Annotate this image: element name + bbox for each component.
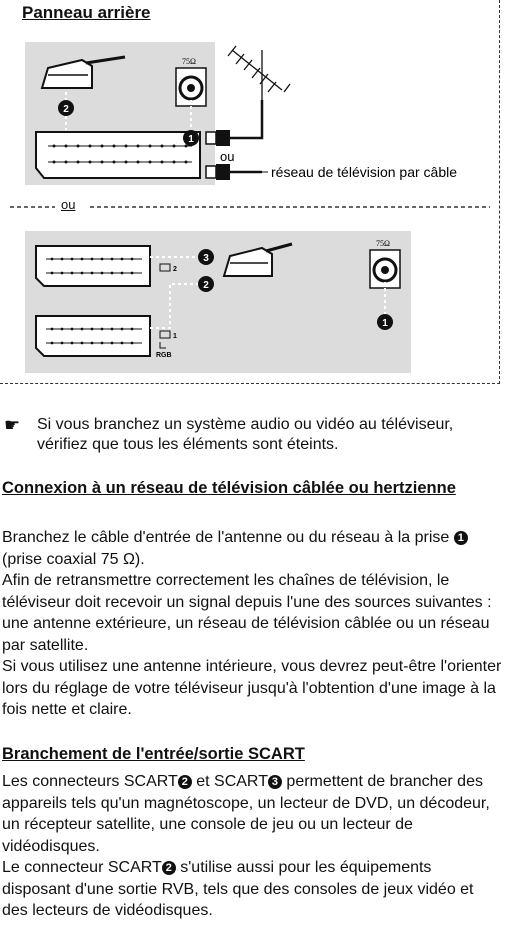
marker-2-bottom-label: 2 <box>203 280 209 291</box>
marker-1-bottom-label: 1 <box>382 318 388 329</box>
separator-line <box>0 196 508 216</box>
scart-input-icon-2 <box>160 264 170 271</box>
cable-network-label: réseau de télévision par câble <box>271 164 458 180</box>
scart-socket-icon <box>36 132 200 178</box>
scart-socket-upper-icon <box>36 246 150 286</box>
marker-1-inline: 1 <box>454 531 468 545</box>
separator-or-label: ou <box>61 197 76 212</box>
marker-2-top-label: 2 <box>63 104 69 115</box>
scart-plug-bottom-icon <box>224 244 292 276</box>
scart-input-icon-1 <box>160 331 170 348</box>
marker-3-bottom-label: 3 <box>203 253 209 264</box>
antenna-paragraph-3: Si vous utilisez une antenne intérieure, vous devrez peut-être l'orienter lors du réglage de votre téléviseur jusqu'à l'obtention d'une image à la fois nette et claire. <box>2 658 502 718</box>
section-heading-antenna: Connexion à un réseau de télévision câblée ou hertzienne <box>2 479 456 497</box>
pointing-hand-icon: ☛ <box>4 415 21 435</box>
scart-paragraph-1: Les connecteurs SCART 2 et SCART 3 permettent de brancher des appareils tels qu'un magnétoscope, un lecteur de DVD, un décodeur, un récepteur satellite, une console de jeu ou un lecteur de vidéodisques. <box>2 773 490 855</box>
marker-3-inline: 3 <box>268 775 282 789</box>
marker-2-inline-b: 2 <box>162 861 176 875</box>
or-label-top: ou <box>220 149 235 164</box>
connection-diagram-top <box>0 0 508 200</box>
antenna-icon <box>228 46 290 100</box>
scart-paragraph-2: Le connecteur SCART 2 s'utilise aussi pour les équipements disposant d'une sortie RVB, tels que des consoles de jeux vidéo et des lecteurs de vidéodisques. <box>2 859 474 919</box>
antenna-paragraph-2: Afin de retransmettre correctement les chaînes de télévision, le téléviseur doit recevoir un signal depuis l'une des sources suivantes : une antenne extérieure, un réseau de télévision câblée ou un réseau par satellite. <box>2 572 492 654</box>
marker-1-top-label: 1 <box>188 134 194 145</box>
ohm-label-top: 75Ω <box>182 57 196 66</box>
section-heading-scart: Branchement de l'entrée/sortie SCART <box>2 745 305 763</box>
ohm-label-bottom: 75Ω <box>376 239 390 248</box>
coax-plug-icon-lower <box>206 164 262 180</box>
connection-diagram-bottom <box>0 220 508 380</box>
scart2-label: 2 <box>173 266 177 273</box>
section-body-antenna <box>2 527 502 721</box>
scart-socket-lower-icon <box>36 316 150 356</box>
antenna-paragraph-1: Branchez le câble d'entrée de l'antenne ou du réseau à la prise 1 (prise coaxial 75 Ω). <box>2 527 502 570</box>
scart1-label: 1 <box>173 333 177 340</box>
section-body-scart <box>2 771 502 922</box>
frame-dashed-bottom <box>0 383 500 384</box>
safety-note: Si vous branchez un système audio ou vidéo au téléviseur, vérifiez que tous les éléments sont éteints. <box>37 416 454 453</box>
coax-plug-icon-upper <box>206 130 230 146</box>
page-title: Panneau arrière <box>22 3 151 22</box>
marker-2-inline: 2 <box>178 775 192 789</box>
scart-plug-icon <box>42 57 125 88</box>
rgb-label: RGB <box>156 352 172 359</box>
